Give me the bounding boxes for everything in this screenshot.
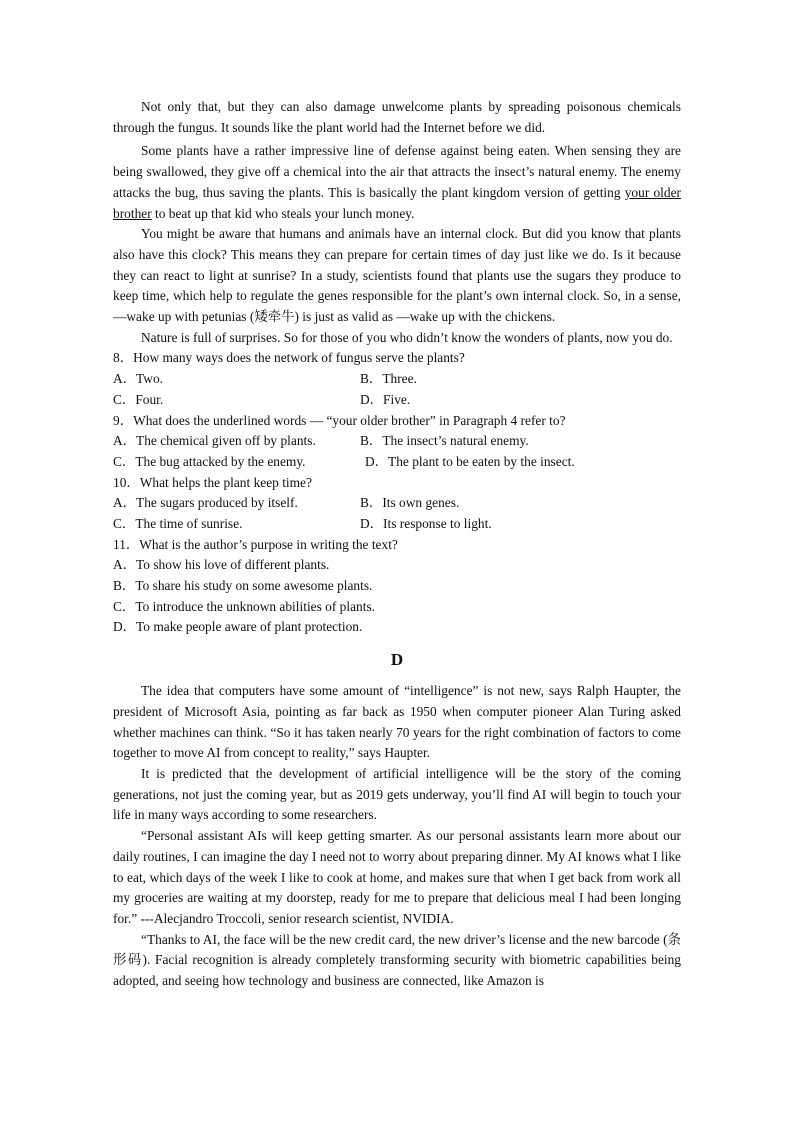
options-row (113, 390, 681, 411)
option-c: C．To introduce the unknown abilities of plants. (113, 598, 375, 614)
option-b: B．Three. (360, 371, 417, 387)
option-c: C．The bug attacked by the enemy. (113, 453, 306, 469)
passage-c-paragraph-1: Not only that, but they can also damage unwelcome plants by spreading poisonous chemicals through the fungus. It sounds like the plant world had the Internet before we did. (113, 99, 681, 135)
options-row (113, 452, 681, 473)
option-d: D．Five. (360, 391, 411, 407)
passage-d-paragraph-1: The idea that computers have some amount of “intelligence” is not new, says Ralph Haupter, the president of Microsoft Asia, pointing as far back as 1950 when computer pioneer Alan Turing asked whether machines can think. “So it has taken nearly 70 years for the right combination of factors to come together to move AI from concept to reality,” says Haupter. (113, 683, 681, 761)
question-stem: 11．What is the author’s purpose in writing the text? (113, 536, 398, 552)
option-d: D．Its response to light. (360, 515, 492, 531)
option-a: A．To show his love of different plants. (113, 557, 330, 573)
question-9 (113, 411, 681, 473)
option-a: A．The sugars produced by itself. (113, 495, 298, 511)
option-c: C．The time of sunrise. (113, 515, 243, 531)
underlined-phrase: your older brother (113, 184, 681, 221)
passage-c-paragraph-4: Nature is full of surprises. So for those of you who didn’t know the wonders of plants, now you do. (141, 329, 673, 345)
option-b: B．Its own genes. (360, 495, 460, 511)
passage-c-paragraph-3: You might be aware that humans and animals have an internal clock. But did you know that plants also have this clock? This means they can prepare for certain times of day just like we do. Is it because they can react to light at sunrise? In a study, scientists found that plants use the sugars they produce to keep time, which help to regulate the genes responsible for the plant’s own internal clock. So, in a sense, ―wake up with petunias (矮牵牛) is just as valid as ―wake up with the chickens. (113, 226, 681, 325)
option-d: D．To make people aware of plant protection. (113, 619, 363, 635)
option-b: B．To share his study on some awesome plants. (113, 578, 373, 594)
options-row (113, 369, 681, 390)
question-10 (113, 473, 681, 535)
options-row (113, 493, 681, 514)
options-row (113, 431, 681, 452)
question-stem: 10．What helps the plant keep time? (113, 474, 312, 490)
passage-d-paragraph-3: “Personal assistant AIs will keep getting smarter. As our personal assistants learn more about our daily routines, I can imagine the day I need not to worry about preparing dinner. My AI knows what I like to eat, which days of the week I like to cook at home, and makes sure that when I get back from work all my groceries are waiting at my doorstep, ready for me to prepare that delicious meal I had been longing for.” ---Alecjandro Troccoli, senior research scientist, NVIDIA. (113, 828, 681, 926)
question-stem: 9．What does the underlined words — “your older brother” in Paragraph 4 refer to? (113, 412, 566, 428)
question-stem: 8．How many ways does the network of fungus serve the plants? (113, 350, 465, 366)
option-a: A．Two. (113, 371, 164, 387)
passage-d-paragraph-4: “Thanks to AI, the face will be the new credit card, the new driver’s license and the new barcode (条形码). Facial recognition is already completely transforming security with biometric capabilities being adopted, and seeing how technology and business are connected, like Amazon is (113, 931, 681, 989)
question-11 (113, 535, 681, 639)
passage-d-paragraph-2: It is predicted that the development of artificial intelligence will be the story of the coming generations, not just the coming year, but as 2019 gets underway, you’ll find AI will begin to touch your life in many ways according to some researchers. (113, 766, 681, 823)
question-8 (113, 348, 681, 410)
options-row (113, 514, 681, 535)
option-d: D．The plant to be eaten by the insect. (365, 453, 575, 469)
paragraph-2-text-after: to beat up that kid who steals your lunch money. (151, 205, 415, 221)
section-heading: D (390, 650, 404, 670)
paragraph-2-text-before: Some plants have a rather impressive line of defense against being eaten. When sensing they are being swallowed, they give off a chemical into the air that attracts the insect’s natural enemy. The enemy attacks the bug, thus saving the plants. This is basically the plant kingdom version of getting (113, 143, 681, 200)
option-a: A．The chemical given off by plants. (113, 433, 316, 449)
exam-page (113, 97, 681, 992)
passage-c-paragraph-2 (113, 141, 681, 224)
option-c: C．Four. (113, 391, 164, 407)
option-b: B．The insect’s natural enemy. (360, 433, 529, 449)
